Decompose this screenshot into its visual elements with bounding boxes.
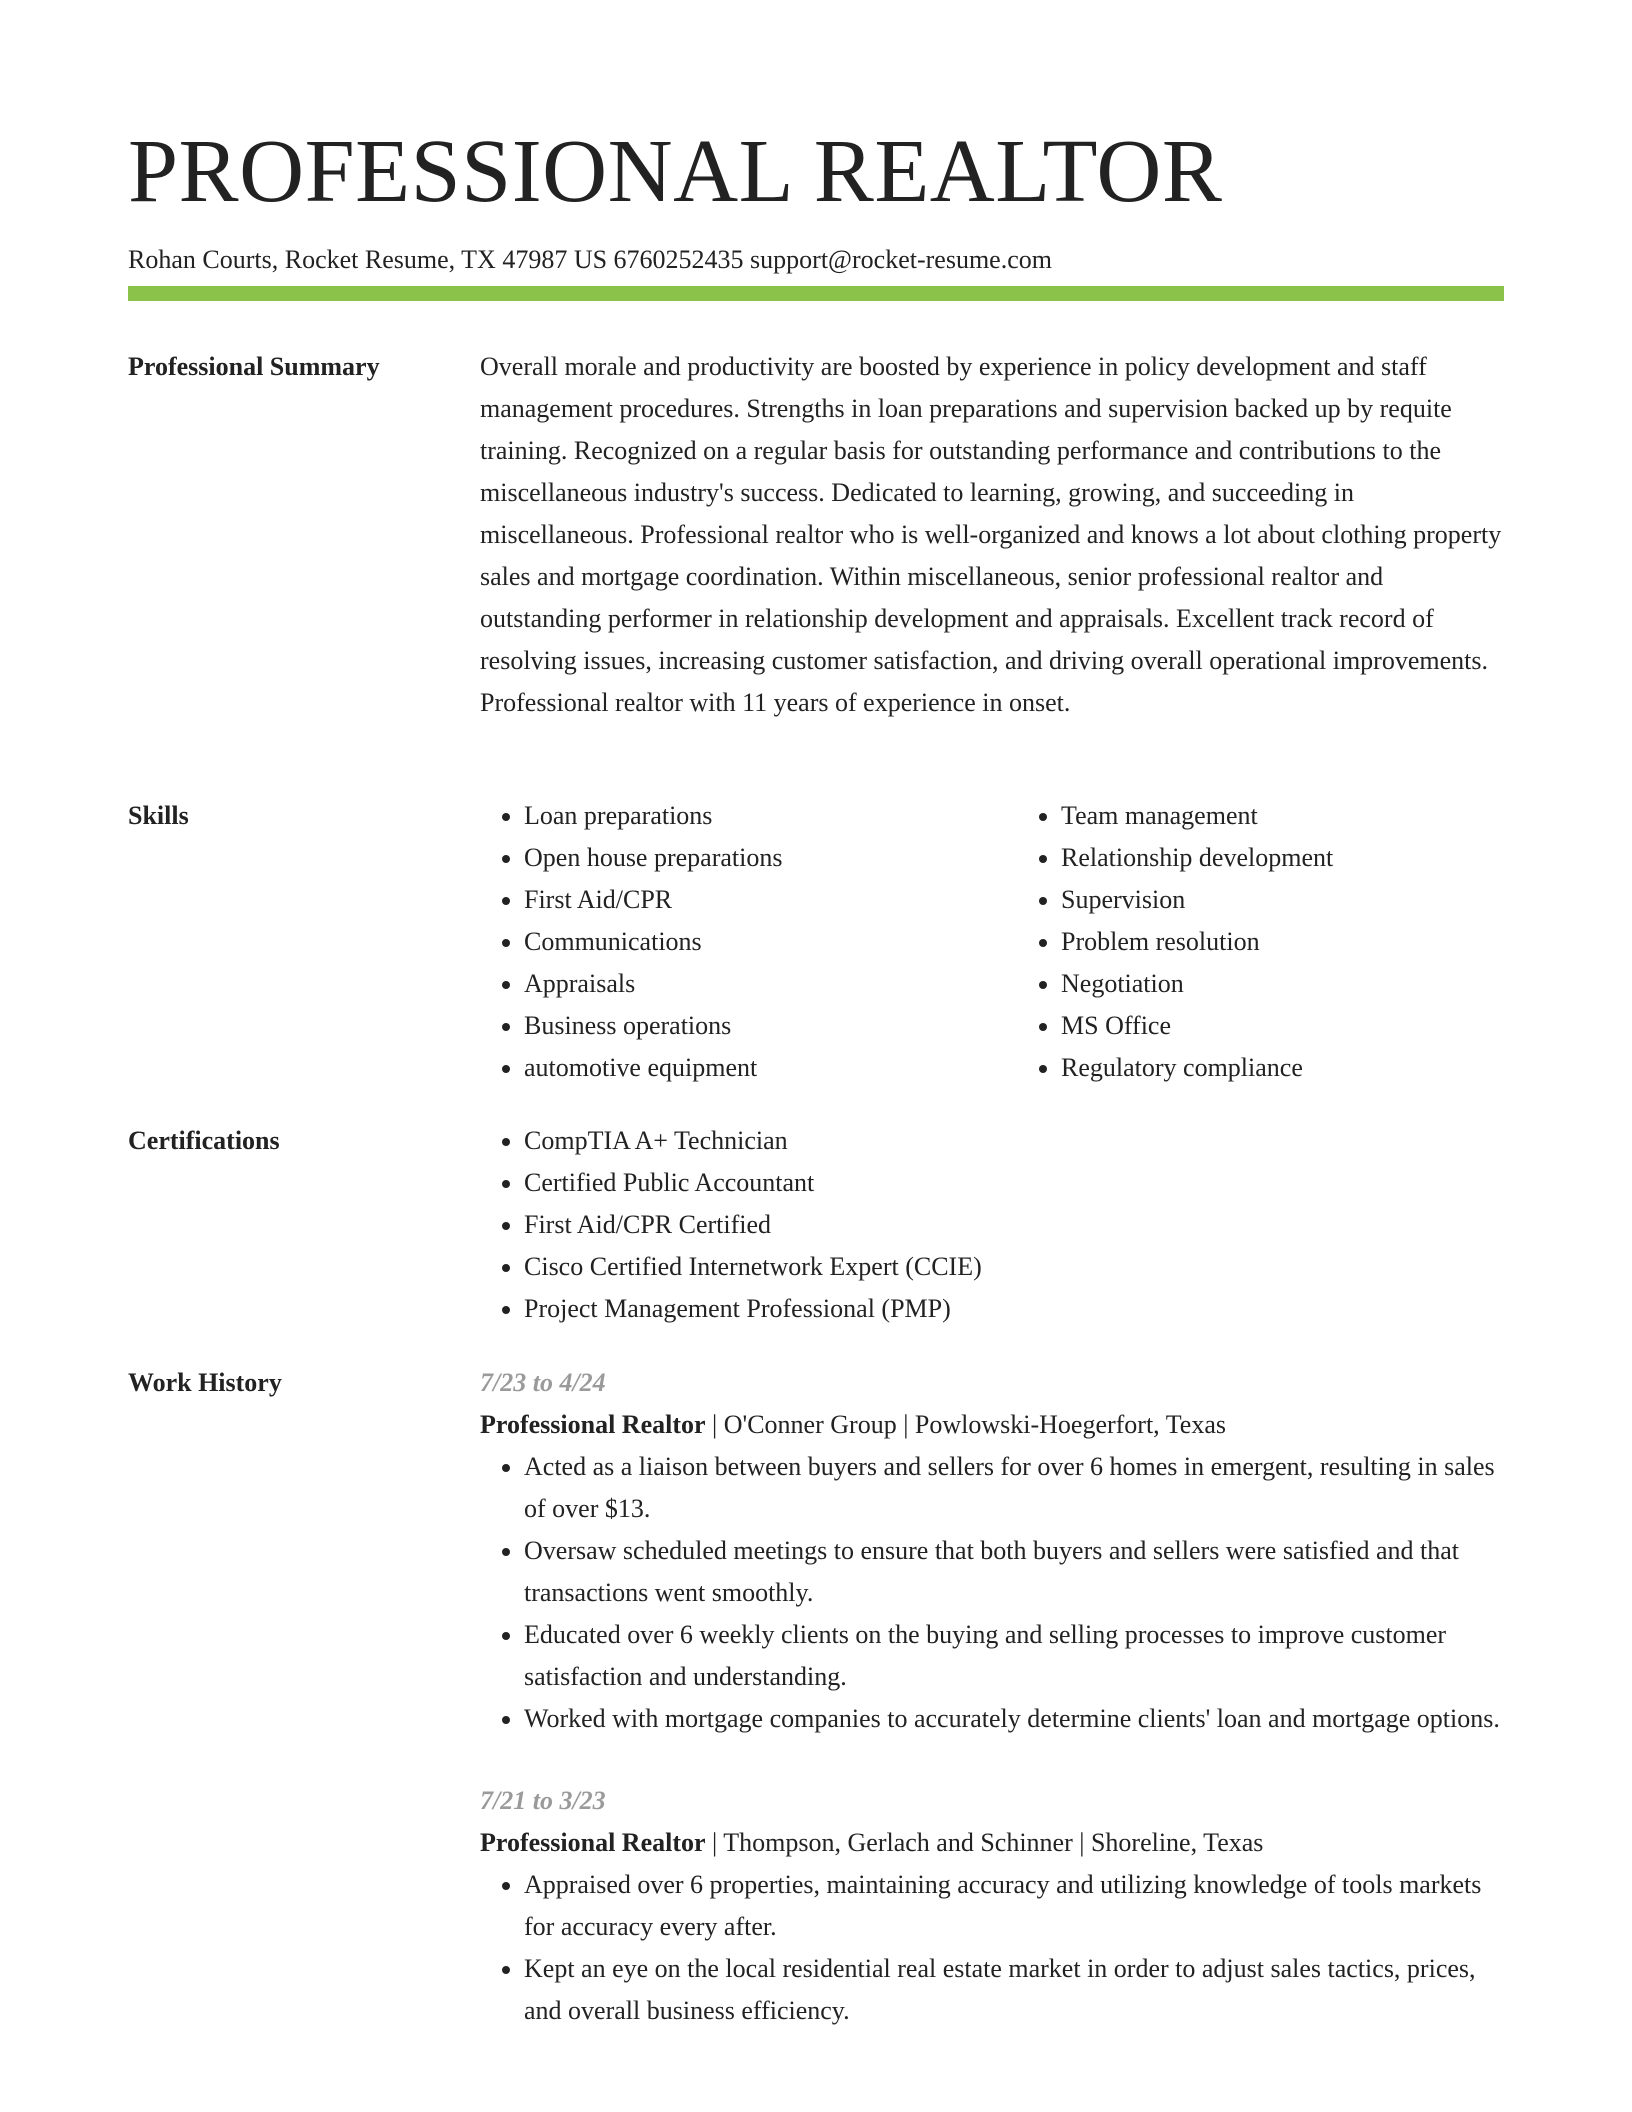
- job-details: | Thompson, Gerlach and Schinner | Shoreline, Texas: [705, 1828, 1264, 1857]
- skill-item: • Open house preparations: [524, 837, 973, 879]
- skill-item: • Business operations: [524, 1005, 973, 1047]
- job-title-line: [480, 1404, 1510, 1446]
- certifications-list: [480, 1120, 1510, 1330]
- skill-item: • Team management: [1061, 795, 1510, 837]
- skill-item: • Communications: [524, 921, 973, 963]
- job-bullet: • Oversaw scheduled meetings to ensure that both buyers and sellers were satisfied and that transactions went smoothly.: [524, 1530, 1510, 1614]
- skill-item: • Regulatory compliance: [1061, 1047, 1510, 1089]
- job-bullet: • Kept an eye on the local residential real estate market in order to adjust sales tactics, prices, and overall business efficiency.: [524, 1948, 1510, 2032]
- contact-line: Rohan Courts, Rocket Resume, TX 47987 US 6760252435 support@rocket-resume.com: [128, 245, 1052, 274]
- candidate-name: PROFESSIONAL REALTOR: [128, 122, 1223, 221]
- summary-text: Overall morale and productivity are boosted by experience in policy development and staff management procedures. Strengths in loan preparations and supervision backed up by requite training. Recognized on a regular basis for outstanding performance and contributions to the miscellaneous industry's success. Dedicated to learning, growing, and succeeding in miscellaneous. Professional realtor who is well-organized and knows a lot about clothing property sales and mortgage coordination. Within miscellaneous, senior professional realtor and outstanding performer in relationship development and appraisals. Excellent track record of resolving issues, increasing customer satisfaction, and driving overall operational improvements. Professional realtor with 11 years of experience in onset.: [480, 352, 1502, 717]
- section-label-certifications: Certifications: [128, 1126, 280, 1155]
- skills-list-left: [480, 795, 973, 1089]
- skills-list-right: [1017, 795, 1510, 1089]
- certification-item: • Cisco Certified Internetwork Expert (CCIE): [524, 1246, 1510, 1288]
- work-history-body: [480, 1362, 1510, 2032]
- header-divider: [128, 286, 1504, 301]
- skill-item: • Supervision: [1061, 879, 1510, 921]
- skill-item: • Negotiation: [1061, 963, 1510, 1005]
- job-title: Professional Realtor: [480, 1410, 706, 1439]
- skill-item: • Appraisals: [524, 963, 973, 1005]
- section-label-skills: Skills: [128, 801, 189, 830]
- section-label-work-history: Work History: [128, 1368, 282, 1397]
- certifications-body: [480, 1120, 1510, 1330]
- certification-item: • First Aid/CPR Certified: [524, 1204, 1510, 1246]
- skill-item: • Loan preparations: [524, 795, 973, 837]
- job-details: | O'Conner Group | Powlowski-Hoegerfort, Texas: [705, 1410, 1226, 1439]
- job-entry: [480, 1362, 1510, 1740]
- job-bullet: • Worked with mortgage companies to accurately determine clients' loan and mortgage options.: [524, 1698, 1510, 1740]
- section-label-summary: Professional Summary: [128, 352, 380, 381]
- skill-item: • Relationship development: [1061, 837, 1510, 879]
- certification-item: • Project Management Professional (PMP): [524, 1288, 1510, 1330]
- job-title-line: [480, 1822, 1510, 1864]
- job-dates: 7/21 to 3/23: [480, 1786, 606, 1815]
- job-title: Professional Realtor: [480, 1828, 706, 1857]
- job-bullets: [480, 1864, 1510, 2032]
- skill-item: • automotive equipment: [524, 1047, 973, 1089]
- certification-item: • Certified Public Accountant: [524, 1162, 1510, 1204]
- skill-item: • First Aid/CPR: [524, 879, 973, 921]
- job-entry: [480, 1780, 1510, 2032]
- skill-item: • MS Office: [1061, 1005, 1510, 1047]
- job-bullet: • Appraised over 6 properties, maintaining accuracy and utilizing knowledge of tools markets for accuracy every after.: [524, 1864, 1510, 1948]
- job-bullet: • Acted as a liaison between buyers and sellers for over 6 homes in emergent, resulting in sales of over $13.: [524, 1446, 1510, 1530]
- summary-body: [480, 346, 1510, 724]
- job-bullet: • Educated over 6 weekly clients on the buying and selling processes to improve customer satisfaction and understanding.: [524, 1614, 1510, 1698]
- resume-header: [128, 120, 1504, 276]
- skill-item: • Problem resolution: [1061, 921, 1510, 963]
- job-bullets: [480, 1446, 1510, 1740]
- certification-item: • CompTIA A+ Technician: [524, 1120, 1510, 1162]
- skills-body: [480, 795, 1510, 1089]
- job-dates: 7/23 to 4/24: [480, 1368, 606, 1397]
